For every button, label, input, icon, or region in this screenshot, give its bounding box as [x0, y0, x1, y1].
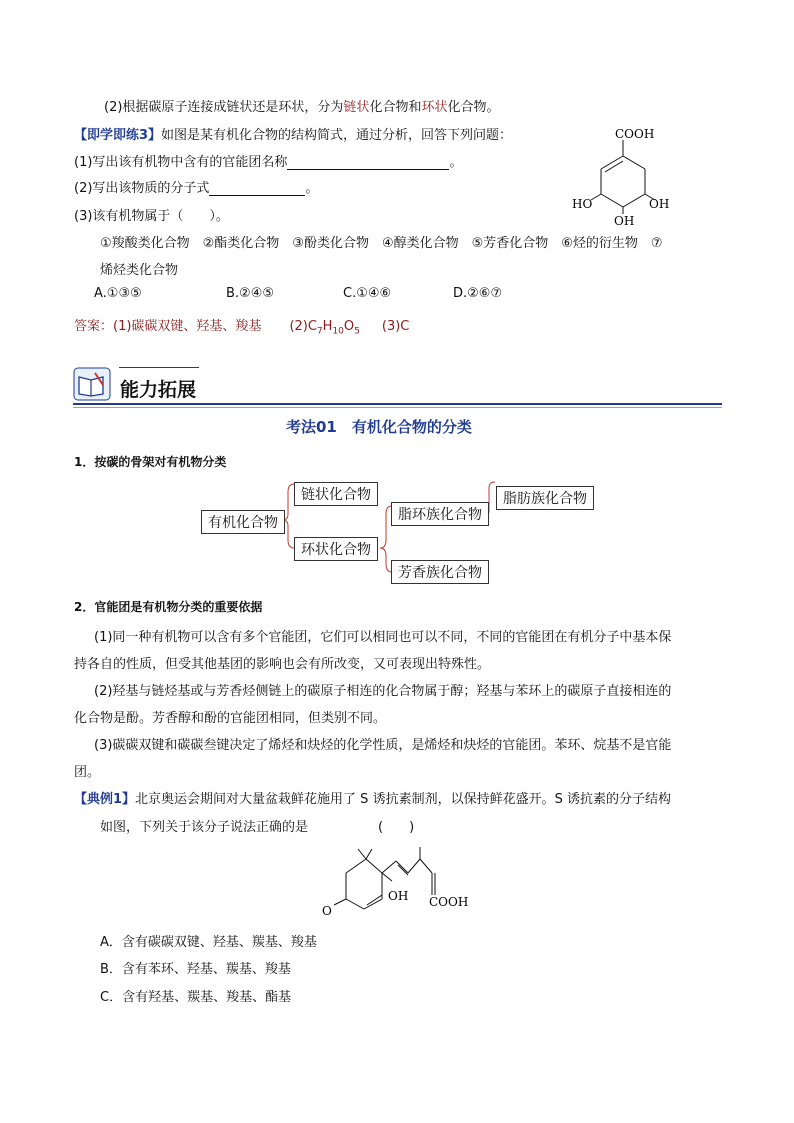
example-tag: 【典例1】: [74, 792, 136, 807]
choice-b: B.②④⑤: [226, 286, 275, 301]
point2-p1b: 持各自的性质，但受其他基团的影响也会有所改变，又可表现出特殊性。: [74, 657, 491, 672]
book-icon: [73, 367, 109, 399]
point2-p2a: (2)羟基与链烃基或与芳香烃侧链上的碳原子相连的化合物属于醇；羟基与苯环上的碳原子直接相连的: [94, 684, 672, 699]
practice-options-line2: 烯烃类化合物: [100, 263, 179, 278]
molecule-structure-1: [565, 122, 685, 230]
intro-line: (2)根据碳原子连接成链状还是环状，分为链状化合物和环状化合物。: [104, 100, 500, 115]
section-title: 能力拓展: [120, 379, 197, 401]
practice-q3: (3)该有机物属于（ ）。: [74, 209, 229, 224]
oh-right-label: OH: [649, 197, 670, 211]
section-subtitle: 考法01 有机化合物的分类: [286, 418, 472, 436]
blank-line: [209, 181, 305, 196]
tree-alicyclic: 脂环族化合物: [391, 502, 489, 526]
point2-heading: 2．官能团是有机物分类的重要依据: [74, 600, 263, 614]
cooh-label: COOH: [615, 127, 655, 141]
blank-line: [287, 155, 449, 170]
practice-options-line1: ①羧酸类化合物 ②酯类化合物 ③酚类化合物 ④醇类化合物 ⑤芳香化合物 ⑥烃的衍生物 ⑦: [100, 236, 663, 251]
point2-p3a: (3)碳碳双键和碳碳叁键决定了烯烃和炔烃的化学性质，是烯烃和炔烃的官能团。苯环、烷基不是官能: [94, 738, 672, 753]
tree-chain: 链状化合物: [294, 482, 378, 506]
point2-p2b: 化合物是酚。芳香醇和酚的官能团相同，但类别不同。: [74, 711, 387, 726]
example-paren: ( ): [378, 820, 415, 835]
tree-ring: 环状化合物: [294, 537, 378, 561]
example-text-b: 如图，下列关于该分子说法正确的是: [100, 820, 309, 835]
example-option-b: B．含有苯环、羟基、羰基、羧基: [100, 962, 291, 977]
point1-heading: 1．按碳的骨架对有机物分类: [74, 455, 227, 469]
section-title-overline: [119, 367, 199, 368]
choice-a: A.①③⑤: [94, 286, 142, 301]
term-ring: 环状: [421, 100, 448, 115]
example-text-a: 【典例1】北京奥运会期间对大量盆栽鲜花施用了 S 诱抗素制剂，以保持鲜花盛开。S 诱抗素的分子结构: [74, 792, 671, 807]
oh-bottom-label: OH: [614, 214, 635, 228]
practice-tag: 【即学即练3】: [74, 128, 162, 143]
example-option-a: A．含有碳碳双键、羟基、羰基、羧基: [100, 935, 317, 950]
oh-label: OH: [388, 889, 409, 903]
practice-q2: (2)写出该物质的分子式 。: [74, 181, 319, 196]
term-chain: 链状: [343, 100, 370, 115]
section-divider-thin: [73, 407, 722, 408]
answer-line: 答案：(1)碳碳双键、羟基、羧基 $(2)C_7H_{10}O_5$ (3)C: [74, 319, 410, 337]
tree-aromatic: 芳香族化合物: [391, 560, 489, 584]
ketone-o-label: O: [322, 904, 332, 918]
point2-p3b: 团。: [74, 765, 101, 780]
tree-aliphatic: 脂肪族化合物: [496, 486, 594, 510]
example-option-c: C．含有羟基、羰基、羧基、酯基: [100, 990, 292, 1005]
practice-question: 【即学即练3】如图是某有机化合物的结构简式，通过分析，回答下列问题：: [74, 128, 513, 143]
choice-d: D.②⑥⑦: [453, 286, 503, 301]
molecule-structure-2: [316, 843, 476, 921]
tree-root-organic: 有机化合物: [201, 510, 285, 534]
point2-p1a: (1)同一种有机物可以含有多个官能团，它们可以相同也可以不同，不同的官能团在有机分子中基本保: [94, 630, 672, 645]
choice-c: C.①④⑥: [343, 286, 392, 301]
practice-q1: (1)写出该有机物中含有的官能团名称 。: [74, 155, 463, 170]
section-divider: [73, 403, 722, 405]
cooh-label-2: COOH: [429, 895, 469, 909]
ho-label: HO: [572, 197, 593, 211]
